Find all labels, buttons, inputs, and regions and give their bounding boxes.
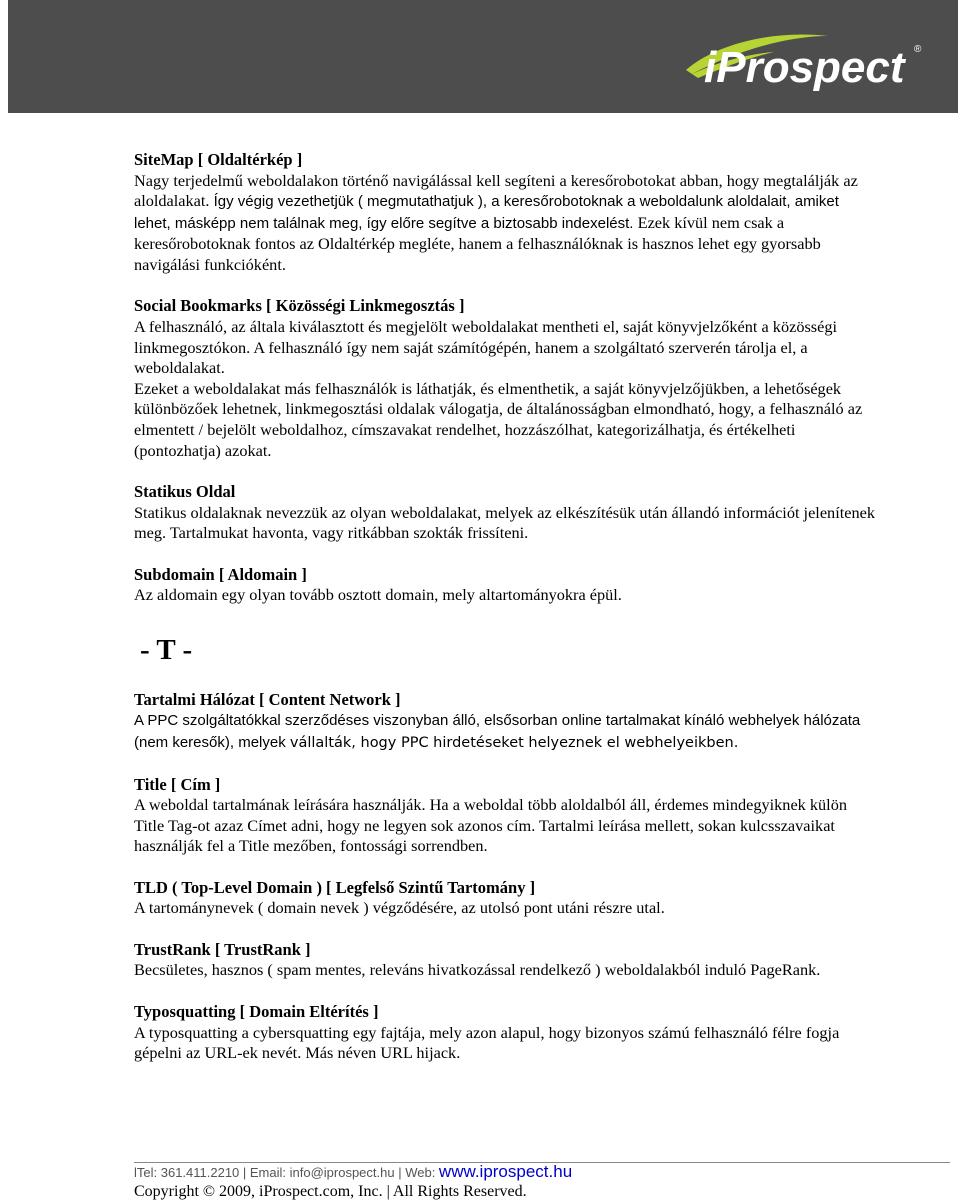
entry-body: Statikus oldalaknak nevezzük az olyan weboldalakat, melyek az elkészítésük után állandó információt jelenítenek meg. Tartalmukat havonta, vagy ritkábban szokták frissíteni. <box>134 502 875 543</box>
section-letter-heading: - T - <box>140 633 193 666</box>
footer-contact-text: lTel: 361.411.2210 | Email: info@iprospect.hu | Web: <box>134 1165 439 1180</box>
entry-tartalmi-halozat <box>134 690 879 754</box>
entry-body-part: vállalták, hogy PPC hirdetéseket helyeznek el webhelyeikben. <box>289 735 739 751</box>
entry-title: TrustRank [ TrustRank ] <box>134 939 311 959</box>
entry-subdomain <box>134 565 879 606</box>
entry-body: A weboldal tartalmának leírására használják. Ha a weboldal több aloldalból áll, érdemes mindegyiknek külön Title Tag-ot azaz Címet adni, hogy ne legyen sok azonos cím. Tartalmi leírása mellett, sokan kulcsszavaikat használják fel a Title mezőben, fontossági sorrendben. <box>134 795 847 856</box>
entry-body-part: Így végig vezethetjük ( megmutathatjuk ), a keresőrobotoknak a weboldalunk aloldalait, amiket lehet, másképp nem találnak meg, így előre segítve a biztosabb indexelést. <box>134 193 839 232</box>
entry-body: A felhasználó, az általa kiválasztott és megjelölt weboldalakat mentheti el, saját könyvjelzőként a közösségi linkmegosztókon. A felhasználó így nem saját számítógépén, hanem a szolgáltató szerverén tárolja el, a weboldalakat. <box>134 316 838 378</box>
entry-statikus-oldal <box>134 482 879 544</box>
entry-title-cim <box>134 775 879 857</box>
entry-body <box>134 171 879 276</box>
footer-web-link[interactable]: www.iprospect.hu <box>438 1162 573 1181</box>
entry-title: TLD ( Top-Level Domain ) [ Legfelső Szintű Tartomány ] <box>134 877 536 897</box>
entry-title: Tartalmi Hálózat [ Content Network ] <box>134 689 401 709</box>
entry-social-bookmarks <box>134 296 879 461</box>
entry-title: Typosquatting [ Domain Eltérítés ] <box>134 1002 379 1022</box>
footer-copyright: Copyright © 2009, iProspect.com, Inc. | All Rights Reserved. <box>134 1183 527 1200</box>
logo-wordmark: iProspect <box>704 43 905 92</box>
entry-body <box>134 710 879 753</box>
entry-sitemap <box>134 150 879 275</box>
entry-body: A tartománynevek ( domain nevek ) végződésére, az utolsó pont utáni részre utal. <box>134 898 665 918</box>
entry-title: Statikus Oldal <box>134 482 236 502</box>
entry-body: A typosquatting a cybersquatting egy fajtája, mely azon alapul, hogy bizonyos számú felhasználó félre fogja gépelni az URL-ek nevét. Más néven URL hijack. <box>134 1022 840 1063</box>
entry-body-second-paragraph: Ezeket a weboldalakat más felhasználók is láthatják, és elmenthetik, a saját könyvjelzőjükben, a lehetőségek különbözőek lehetnek, linkmegosztási oldalak válogatja, de általánosságban elmondható, hogy, a felhasználó az elmentett / bejelölt weboldalhoz, címszavakat rendelhet, hozzászólhat, kategorizálhatja, és értékelheti (pontozhatja) azokat. <box>134 378 863 460</box>
entry-title: Subdomain [ Aldomain ] <box>134 564 307 584</box>
footer-contact <box>134 1162 572 1183</box>
entry-tld <box>134 878 879 919</box>
glossary-content <box>134 150 879 1085</box>
entry-body: Becsületes, hasznos ( spam mentes, releváns hivatkozással rendelkező ) weboldalakból induló PageRank. <box>134 960 821 980</box>
entry-body-part: Ezek kívül nem csak a keresőrobotoknak fontos az Oldaltérkép megléte, hanem a felhasználóknak is hasznos lehet egy gyorsabb navigálási funkcióként. <box>134 212 821 274</box>
entry-body: Az aldomain egy olyan tovább osztott domain, mely altartományokra épül. <box>134 585 622 605</box>
entry-title: Title [ Cím ] <box>134 774 221 794</box>
entry-title: SiteMap [ Oldaltérkép ] <box>134 150 303 169</box>
entry-typosquatting <box>134 1002 879 1064</box>
entry-trustrank <box>134 940 879 981</box>
iprospect-logo <box>678 22 928 94</box>
logo-registered-mark: ® <box>914 44 922 55</box>
page-header <box>8 0 958 113</box>
entry-title: Social Bookmarks [ Közösségi Linkmegosztás ] <box>134 296 465 316</box>
entry-body-part: Nagy terjedelmű weboldalakon történő navigálással kell segíteni a keresőrobotokat abban, hogy megtalálják az aloldalakat. <box>134 170 858 211</box>
entry-body-part: A PPC szolgáltatókkal szerződéses viszonyban álló, elsősorban online tartalmakat kínáló webhelyek hálózata (nem keresők), melyek <box>134 712 861 751</box>
